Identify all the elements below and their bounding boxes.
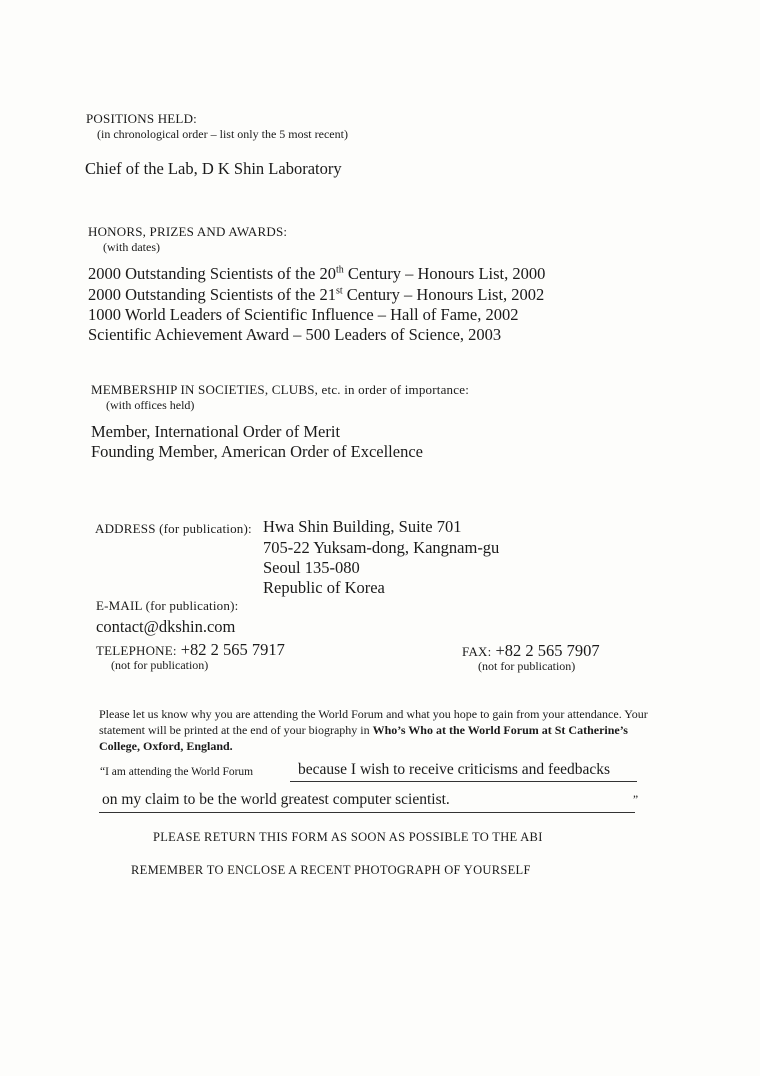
honor-item: Scientific Achievement Award – 500 Leaders of Science, 2003 — [88, 325, 502, 344]
position-item: Chief of the Lab, D K Shin Laboratory — [85, 159, 342, 178]
fax-value: +82 2 565 7907 — [495, 641, 600, 660]
telephone-row — [96, 640, 285, 660]
statement-close: ” — [633, 794, 639, 806]
membership-sub: (with offices held) — [106, 398, 195, 412]
membership-item: Member, International Order of Merit — [91, 422, 341, 441]
answer-underline — [99, 812, 635, 813]
address-label: ADDRESS (for publication): — [95, 521, 252, 536]
address-line: 705-22 Yuksam-dong, Kangnam-gu — [263, 538, 500, 557]
fax-note: (not for publication) — [478, 659, 576, 673]
statement-instructions: Please let us know why you are attending the World Forum and what you hope to gain from your attendance. Your statement will be printed at the end of your biography in Who’s Who at the World Forum at St Catherine’s College, Oxford, England. — [99, 707, 648, 753]
telephone-value: +82 2 565 7917 — [180, 640, 285, 659]
address-line: Seoul 135-080 — [263, 558, 360, 577]
telephone-note: (not for publication) — [111, 658, 209, 672]
positions-sub: (in chronological order – list only the 5 most recent) — [97, 127, 348, 141]
fax-row — [462, 641, 600, 661]
honor-item: 1000 World Leaders of Scientific Influence – Hall of Fame, 2002 — [88, 305, 519, 324]
photo-notice: REMEMBER TO ENCLOSE A RECENT PHOTOGRAPH OF YOURSELF — [131, 863, 531, 877]
fax-label: FAX: — [462, 644, 492, 659]
positions-label: POSITIONS HELD: — [86, 111, 197, 126]
return-notice: PLEASE RETURN THIS FORM AS SOON AS POSSIBLE TO THE ABI — [153, 830, 543, 844]
statement-prompt: “I am attending the World Forum — [100, 766, 254, 778]
membership-label: MEMBERSHIP IN SOCIETIES, CLUBS, etc. in order of importance: — [91, 382, 470, 397]
honors-sub: (with dates) — [103, 240, 160, 254]
statement-line-1: because I wish to receive criticisms and feedbacks — [298, 761, 611, 778]
honor-item: 2000 Outstanding Scientists of the 20th Century – Honours List, 2000 — [88, 264, 546, 283]
email-label: E-MAIL (for publication): — [96, 598, 239, 613]
honor-item: 2000 Outstanding Scientists of the 21st Century – Honours List, 2002 — [88, 285, 545, 304]
honors-label: HONORS, PRIZES AND AWARDS: — [88, 224, 288, 239]
email-value: contact@dkshin.com — [96, 617, 236, 636]
address-line: Hwa Shin Building, Suite 701 — [263, 517, 462, 536]
answer-underline — [290, 781, 637, 782]
membership-item: Founding Member, American Order of Excellence — [91, 442, 423, 461]
telephone-label: TELEPHONE: — [96, 643, 177, 658]
address-line: Republic of Korea — [263, 578, 385, 597]
statement-line-2: on my claim to be the world greatest computer scientist. — [102, 791, 450, 808]
